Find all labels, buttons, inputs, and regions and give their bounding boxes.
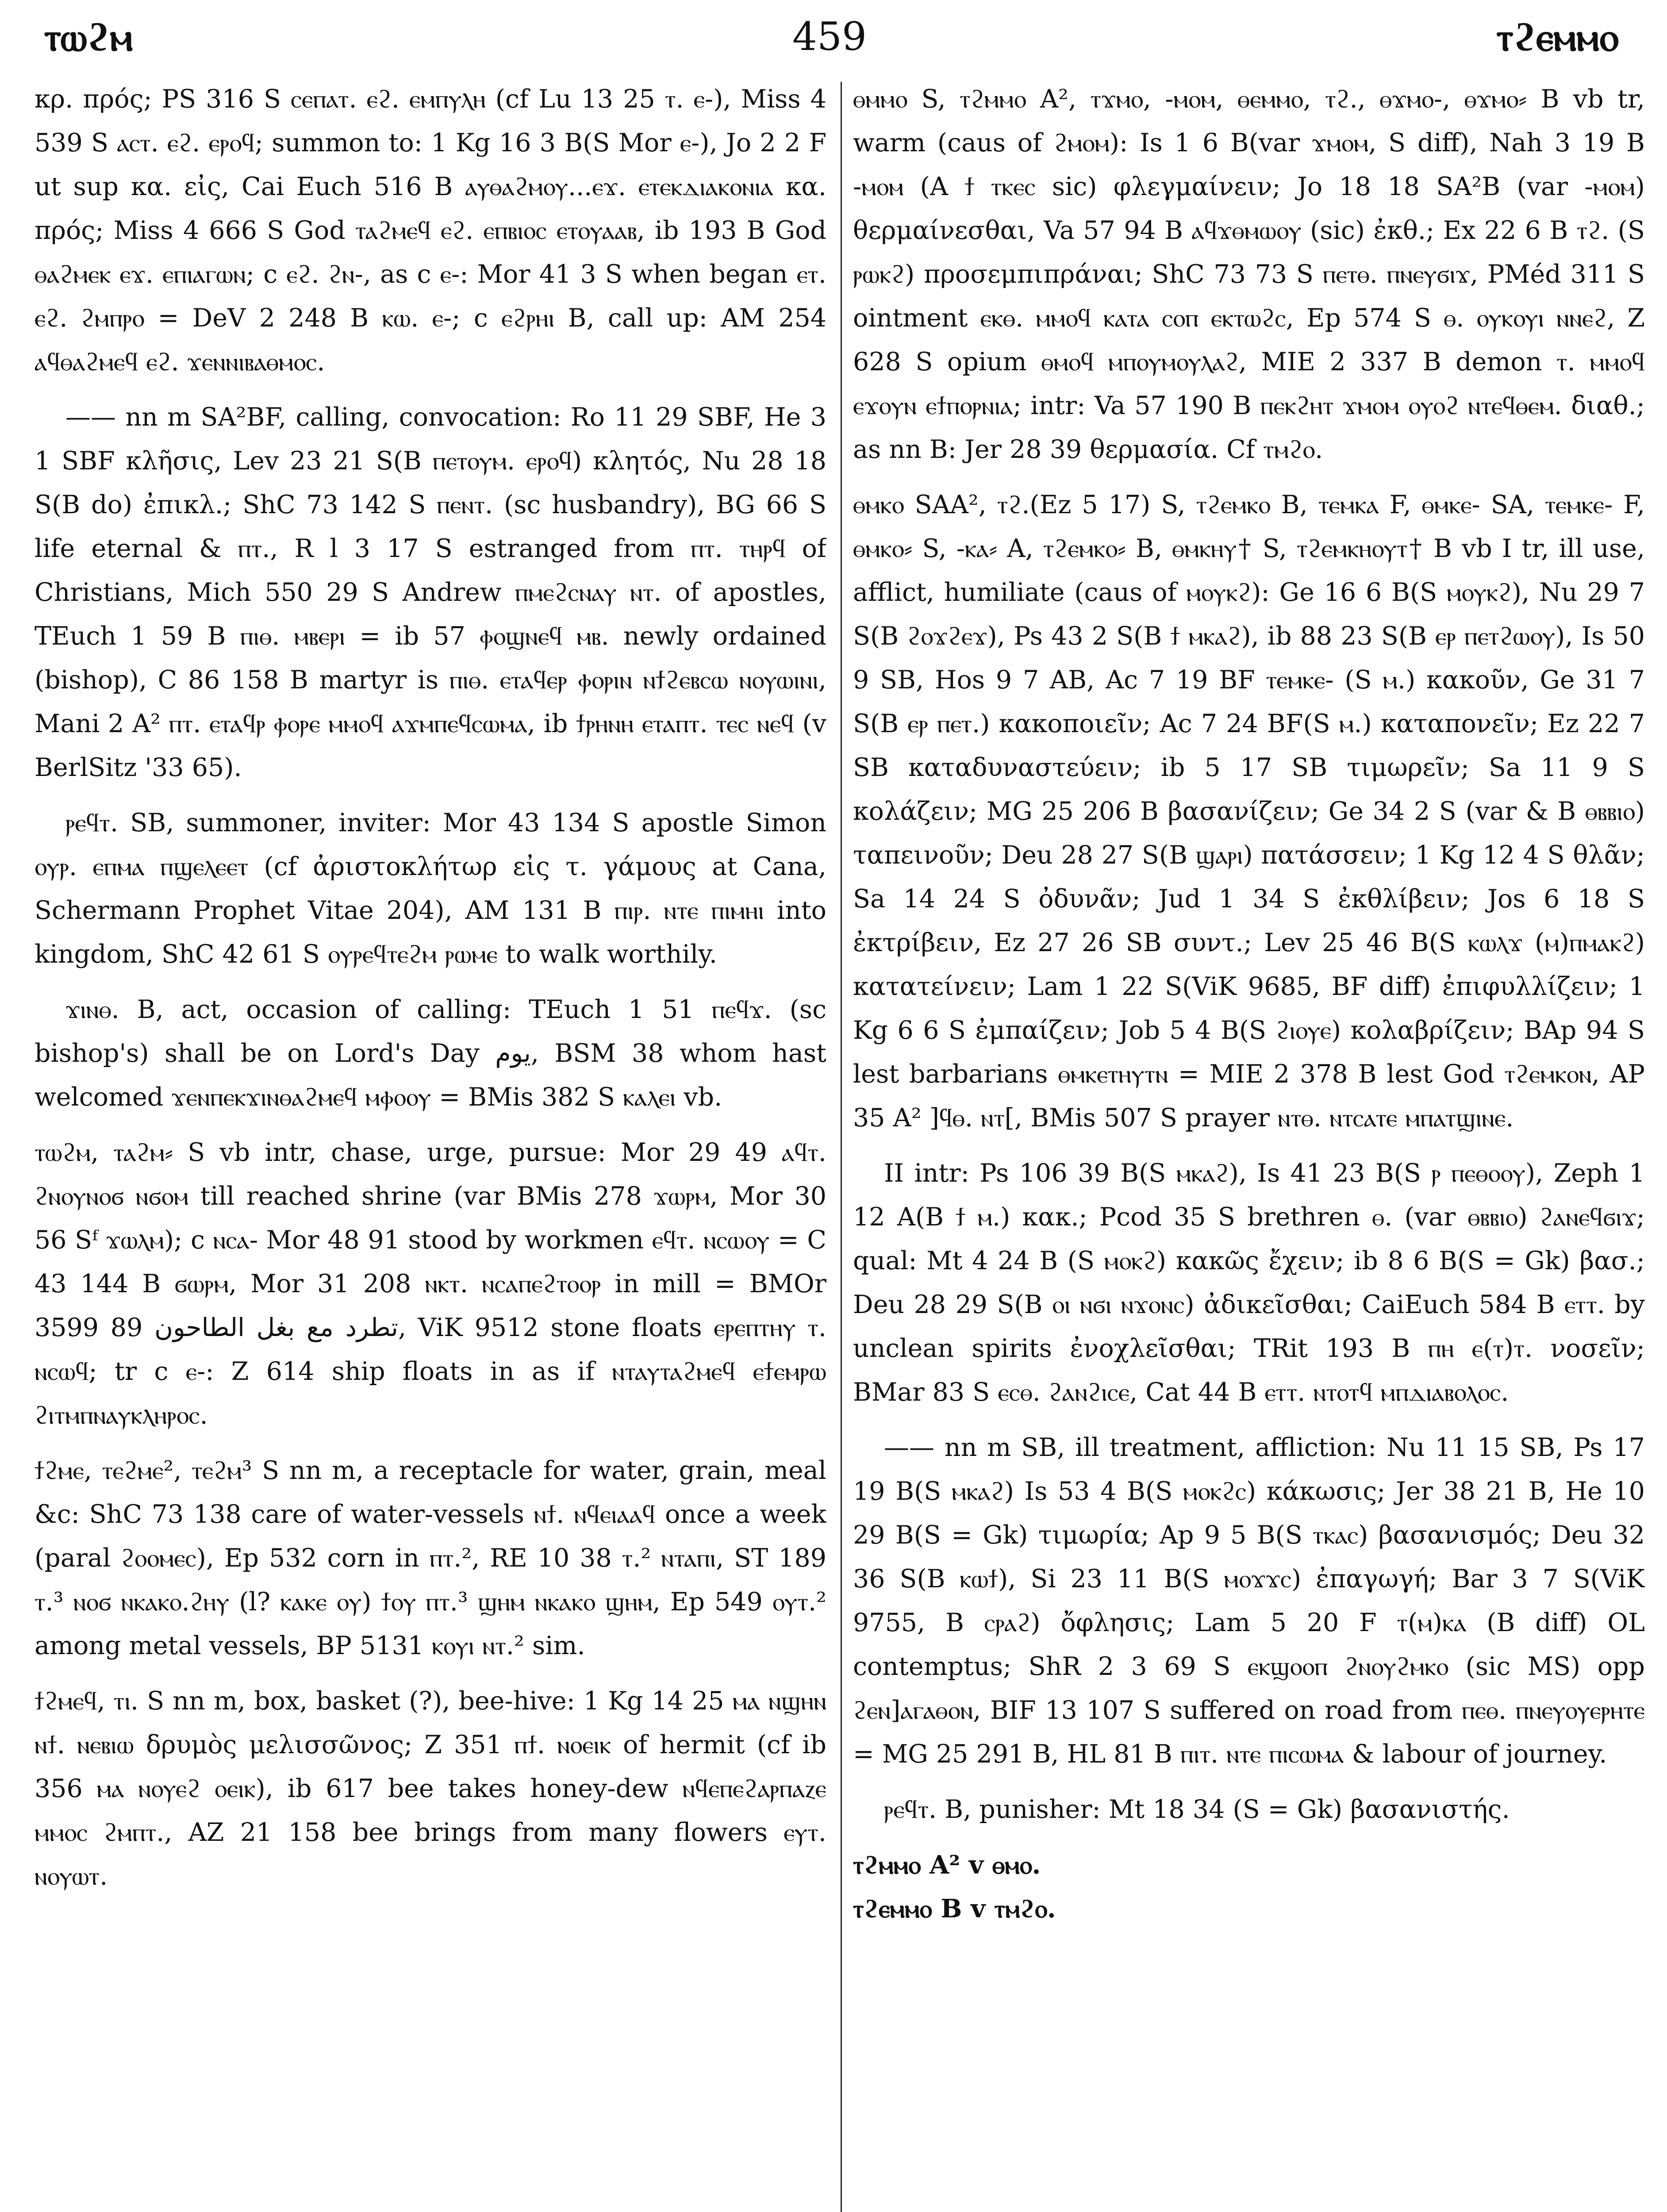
running-head-right: ⲧϩⲉⲙⲙⲟ [1496, 14, 1618, 60]
page-number: 459 [792, 14, 867, 59]
right-entry-7: ⲧϩⲉⲙⲙⲟ B v ⲧⲙϩⲟ. [853, 1894, 1056, 1924]
running-head-left: ⲧⲱϩⲙ [44, 14, 133, 60]
right-entry-1: ⲑⲙⲙⲟ S, ⲧϩⲙⲙⲟ A², ⲧϫⲙⲟ, -ⲙⲟⲙ, ⲑⲉⲙⲙⲟ, ⲧϩ., ⲑϫⲙⲟ-, ⲑϫⲙⲟ⸗ B vb tr, warm (caus of ϩⲙⲟⲙ): Is 1 6 B(var ϫⲙⲟⲙ, S diff), Nah 3 19 B -ⲙⲟⲙ (A ϯ ⲧⲕⲉⲥ sic) φλεγμαίνειν; Jo 18 18 SA²B (var -ⲙⲟⲙ) θερμαίνεσθαι, Va 57 94 B ⲁϥϫⲑⲙⲱⲟⲩ (sic) ἐκθ.; Ex 22 6 B ⲧϩ. (S ⲣⲱⲕϩ) προσεμπιπράναι; ShC 73 73 S ⲡⲉⲧⲑ. ⲡⲛⲉⲩϭⲓϫ, PMéd 311 S ointment ⲉⲕⲑ. ⲙⲙⲟϥ ⲕⲁⲧⲁ ⲥⲟⲡ ⲉⲕⲧⲱϩⲥ, Ep 574 S ⲑ. ⲟⲩⲕⲟⲩⲓ ⲛⲛⲉϩ, Z 628 S opium ⲑⲙⲟϥ ⲙⲡⲟⲩⲙⲟⲩⲗⲁϩ, MIE 2 337 B demon ⲧ. ⲙⲙⲟϥ ⲉϫⲟⲩⲛ ⲉϯⲡⲟⲣⲛⲓⲁ; intr: Va 57 190 B ⲡⲉⲕϩⲏⲧ ϫⲙⲟⲙ ⲟⲩⲟϩ ⲛⲧⲉϥⲑⲉⲙ. διαθ.; as nn B: Jer 28 39 θερμασία. Cf ⲧⲙϩⲟ. [853, 84, 1645, 464]
left-entry-7: ϯϩⲙⲉϥ, ⲧⲓ. S nn m, box, basket (?), bee-hive: 1 Kg 14 25 ⲙⲁ ⲛϣⲏⲛ ⲛϯ. ⲛⲉⲃⲓⲱ δρυμὸς μελισσῶνος; Z 351 ⲡϯ. ⲛⲟⲉⲓⲕ of hermit (cf ib 356 ⲙⲁ ⲛⲟⲩⲉϩ ⲟⲉⲓⲕ), ib 617 bee takes honey-dew ⲛϥⲉⲡⲉϩⲁⲣⲡⲁⲍⲉ ⲙⲙⲟⲥ ϩⲙⲡⲧ., AZ 21 158 bee brings from many flowers ⲉⲩⲧ. ⲛⲟⲩⲱⲧ. [35, 1686, 826, 1891]
column-divider [841, 82, 842, 2212]
left-entry-2: —— nn m SA²BF, calling, convocation: Ro 11 29 SBF, He 3 1 SBF κλῆσις, Lev 23 21 S(B ⲡⲉⲧⲟⲩⲙ. ⲉⲣⲟϥ) κλητός, Nu 28 18 S(B do) ἐπικλ.; ShC 73 142 S ⲡⲉⲛⲧ. (sc husbandry), BG 66 S life eternal & ⲡⲧ., R l 3 17 S estranged from ⲡⲧ. ⲧⲏⲣϥ of Christians, Mich 550 29 S Andrew ⲡⲙⲉϩⲥⲛⲁⲩ ⲛⲧ. of apostles, TEuch 1 59 B ⲡⲓⲑ. ⲙⲃⲉⲣⲓ = ib 57 ⲫⲟϣⲛⲉϥ ⲙⲃ. newly ordained (bishop), C 86 158 B martyr is ⲡⲓⲑ. ⲉⲧⲁϥⲉⲣ ⲫⲟⲣⲓⲛ ⲛϯϩⲉⲃⲥⲱ ⲛⲟⲩⲱⲓⲛⲓ, Mani 2 A² ⲡⲧ. ⲉⲧⲁϥⲣ ⲫⲟⲣⲉ ⲙⲙⲟϥ ⲁϫⲙⲡⲉϥⲥⲱⲙⲁ, ib ϯⲣⲏⲛⲏ ⲉⲧⲁⲡⲧ. ⲧⲉⲥ ⲛⲉϥ (v BerlSitz '33 65). [35, 403, 826, 782]
left-entry-1: κρ. πρός; PS 316 S ⲥⲉⲡⲁⲧ. ⲉϩ. ⲉⲙⲡⲩⲗⲏ (cf Lu 13 25 ⲧ. ⲉ-), Miss 4 539 S ⲁⲥⲧ. ⲉϩ. ⲉⲣⲟϥ; summon to: 1 Kg 16 3 B(S Mor ⲉ-), Jo 2 2 F ut sup κα. εἰς, Cai Euch 516 B ⲁⲩⲑⲁϩⲙⲟⲩ...ⲉϫ. ⲉⲧⲉⲕⲇⲓⲁⲕⲟⲛⲓⲁ κα. πρός; Miss 4 666 S God ⲧⲁϩⲙⲉϥ ⲉϩ. ⲉⲡⲃⲓⲟⲥ ⲉⲧⲟⲩⲁⲁⲃ, ib 193 B God ⲑⲁϩⲙⲉⲕ ⲉϫ. ⲉⲡⲓⲁⲅⲱⲛ; c ⲉϩ. ϩⲛ-, as c ⲉ-: Mor 41 3 S when began ⲉⲧ. ⲉϩ. ϩⲙⲡⲣⲟ = DeV 2 248 B ⲕⲱ. ⲉ-; c ⲉϩⲣⲏⲓ B, call up: AM 254 ⲁϥⲑⲁϩⲙⲉϥ ⲉϩ. ϫⲉⲛⲛⲓⲃⲁⲑⲙⲟⲥ. [35, 84, 826, 376]
left-entry-4: ϫⲓⲛⲑ. B, act, occasion of calling: TEuch 1 51 ⲡⲉϥϫ. (sc bishop's) shall be on Lord's Day يوم, BSM 38 whom hast welcomed ϫⲉⲛⲡⲉⲕϫⲓⲛⲑⲁϩⲙⲉϥ ⲙⲫⲟⲟⲩ = BMis 382 S ⲕⲁⲗⲉⲓ vb. [35, 995, 826, 1112]
left-entry-5: ⲧⲱϩⲙ, ⲧⲁϩⲙ⸗ S vb intr, chase, urge, pursue: Mor 29 49 ⲁϥⲧ. ϩⲛⲟⲩⲛⲟϭ ⲛϭⲟⲙ till reached shrine (var BMis 278 ϫⲱⲣⲙ, Mor 30 56 Sᶠ ϫⲱⲗⲙ); c ⲛⲥⲁ- Mor 48 91 stood by workmen ⲉϥⲧ. ⲛⲥⲱⲟⲩ = C 43 144 B ϭⲱⲣⲙ, Mor 31 208 ⲛⲕⲧ. ⲛⲥⲁⲡⲉϩⲧⲟⲟⲣ in mill = BMOr 3599 89 تطرد مع بغل الطاحون, ViK 9512 stone floats ⲉⲣⲉⲡⲧⲏⲩ ⲧ. ⲛⲥⲱϥ; tr c ⲉ-: Z 614 ship floats in as if ⲛⲧⲁⲩⲧⲁϩⲙⲉϥ ⲉϯⲉⲙⲣⲱ ϩⲓⲧⲙⲡⲛⲁⲩⲕⲗⲏⲣⲟⲥ. [35, 1138, 826, 1430]
right-entry-3: II intr: Ps 106 39 B(S ⲙⲕⲁϩ), Is 41 23 B(S ⲣ ⲡⲉⲑⲟⲟⲩ), Zeph 1 12 A(B ϯ ⲙ.) κακ.; Pcod 35 S brethren ⲑ. (var ⲑⲃⲃⲓⲟ) ϩⲁⲛⲉϥϭⲓϫ; qual: Mt 4 24 B (S ⲙⲟⲕϩ) κακῶς ἔχειν; ib 8 6 B(S = Gk) βασ.; Deu 28 29 S(B ⲟⲓ ⲛϭⲓ ⲛϫⲟⲛⲥ) ἀδικεῖσθαι; CaiEuch 584 B ⲉⲧⲧ. by unclean spirits ἐνοχλεῖσθαι; TRit 193 B ⲡⲏ ⲉ(ⲧ)ⲧ. νοσεῖν; BMar 83 S ⲉⲥⲑ. ϩⲁⲛϩⲓⲥⲉ, Cat 44 B ⲉⲧⲧ. ⲛⲧⲟⲧϥ ⲙⲡⲇⲓⲁⲃⲟⲗⲟⲥ. [853, 1159, 1645, 1407]
right-entry-5: ⲣⲉϥⲧ. B, punisher: Mt 18 34 (S = Gk) βασανιστής. [884, 1795, 1510, 1824]
right-entry-2: ⲑⲙⲕⲟ SAA², ⲧϩ.(Ez 5 17) S, ⲧϩⲉⲙⲕⲟ B, ⲧⲉⲙⲕⲁ F, ⲑⲙⲕⲉ- SA, ⲧⲉⲙⲕⲉ- F, ⲑⲙⲕⲟ⸗ S, -ⲕⲁ⸗ A, ⲧϩⲉⲙⲕⲟ⸗ B, ⲑⲙⲕⲏⲩ† S, ⲧϩⲉⲙⲕⲏⲟⲩⲧ† B vb I tr, ill use, afflict, humiliate (caus of ⲙⲟⲩⲕϩ): Ge 16 6 B(S ⲙⲟⲩⲕϩ), Nu 29 7 S(B ϩⲟϫϩⲉϫ), Ps 43 2 S(B ϯ ⲙⲕⲁϩ), ib 88 23 S(B ⲉⲣ ⲡⲉⲧϩⲱⲟⲩ), Is 50 9 SB, Hos 9 7 AB, Ac 7 19 BF ⲧⲉⲙⲕⲉ- (S ⲙ.) κακοῦν, Ge 31 7 S(B ⲉⲣ ⲡⲉⲧ.) κακοποιεῖν; Ac 7 24 BF(S ⲙ.) καταπονεῖν; Ez 22 7 SB καταδυναστεύειν; ib 5 17 SB τιμωρεῖν; Sa 11 9 S κολάζειν; MG 25 206 B βασανίζειν; Ge 34 2 S (var & B ⲑⲃⲃⲓⲟ) ταπεινοῦν; Deu 28 27 S(B ϣⲁⲣⲓ) πατάσσειν; 1 Kg 12 4 S θλᾶν; Sa 14 24 S ὀδυνᾶν; Jud 1 34 S ἐκθλίβειν; Jos 6 18 S ἐκτρίβειν, Ez 27 26 SB συντ.; Lev 25 46 B(S ⲕⲱⲗϫ (ⲙ)ⲡⲙⲁⲕϩ) κατατείνειν; Lam 1 22 S(ViK 9685, BF diff) ἐπιφυλλίζειν; 1 Kg 6 6 S ἐμπαίζειν; Job 5 4 B(S ϩⲓⲟⲩⲉ) κολαβρίζειν; BAp 94 S lest barbarians ⲑⲙⲕⲉⲧⲏⲩⲧⲛ = MIE 2 378 B lest God ⲧϩⲉⲙⲕⲟⲛ, AP 35 A² ]ϥⲑ. ⲛⲧ[, BMis 507 S prayer ⲛⲧⲑ. ⲛⲧⲥⲁⲧⲉ ⲙⲡⲁⲧϣⲓⲛⲉ. [853, 490, 1645, 1133]
left-column [35, 77, 826, 2212]
right-column [853, 77, 1645, 2212]
left-entry-3: ⲣⲉϥⲧ. SB, summoner, inviter: Mor 43 134 S apostle Simon ⲟⲩⲣ. ⲉⲡⲙⲁ ⲡϣⲉⲗⲉⲉⲧ (cf ἀριστοκλήτωρ εἰς τ. γάμους at Cana, Schermann Prophet Vitae 204), AM 131 B ⲡⲓⲣ. ⲛⲧⲉ ⲡⲓⲙⲏⲓ into kingdom, ShC 42 61 S ⲟⲩⲣⲉϥⲧⲉϩⲙ ⲣⲱⲙⲉ to walk worthily. [35, 808, 826, 969]
right-entry-4: —— nn m SB, ill treatment, affliction: Nu 11 15 SB, Ps 17 19 B(S ⲙⲕⲁϩ) Is 53 4 B(S ⲙⲟⲕϩⲥ) κάκωσις; Jer 38 21 B, He 10 29 B(S = Gk) τιμωρία; Ap 9 5 B(S ⲧⲕⲁⲥ) βασανισμός; Deu 32 36 S(B ⲕⲱϯ), Si 23 11 B(S ⲙⲟϫϫⲥ) ἐπαγωγή; Bar 3 7 S(ViK 9755, B ⲥⲣⲁϩ) ὄφλησις; Lam 5 20 F ⲧ(ⲙ)ⲕⲁ (B diff) OL contemptus; ShR 2 3 69 S ⲉⲕϣⲟⲟⲡ ϩⲛⲟⲩϩⲙⲕⲟ (sic MS) opp ϩⲉⲛ]ⲁⲅⲁⲑⲟⲛ, BIF 13 107 S suffered on road from ⲡⲉⲑ. ⲡⲛⲉⲩⲟⲩⲉⲣⲏⲧⲉ = MG 25 291 B, HL 81 B ⲡⲓⲧ. ⲛⲧⲉ ⲡⲓⲥⲱⲙⲁ & labour of journey. [853, 1433, 1645, 1769]
left-entry-6: ϯϩⲙⲉ, ⲧⲉϩⲙⲉ², ⲧⲉϩⲙ³ S nn m, a receptacle for water, grain, meal &c: ShC 73 138 care of water-vessels ⲛϯ. ⲛϥⲉⲓⲁⲁϥ once a week (paral ϩⲟⲟⲙⲉⲥ), Ep 532 corn in ⲡⲧ.², RE 10 38 ⲧ.² ⲛⲧⲁⲡⲓ, ST 189 ⲧ.³ ⲛⲟϭ ⲛⲕⲁⲕⲟ.ϩⲏⲩ (l? ⲕⲁⲕⲉ ⲟⲩ) ϯⲟⲩ ⲡⲧ.³ ϣⲏⲙ ⲛⲕⲁⲕⲟ ϣⲏⲙ, Ep 549 ⲟⲩⲧ.² among metal vessels, BP 5131 ⲕⲟⲩⲓ ⲛⲧ.² sim. [35, 1456, 826, 1660]
right-entry-6: ⲧϩⲙⲙⲟ A² v ⲑⲙⲟ. [853, 1850, 1041, 1880]
